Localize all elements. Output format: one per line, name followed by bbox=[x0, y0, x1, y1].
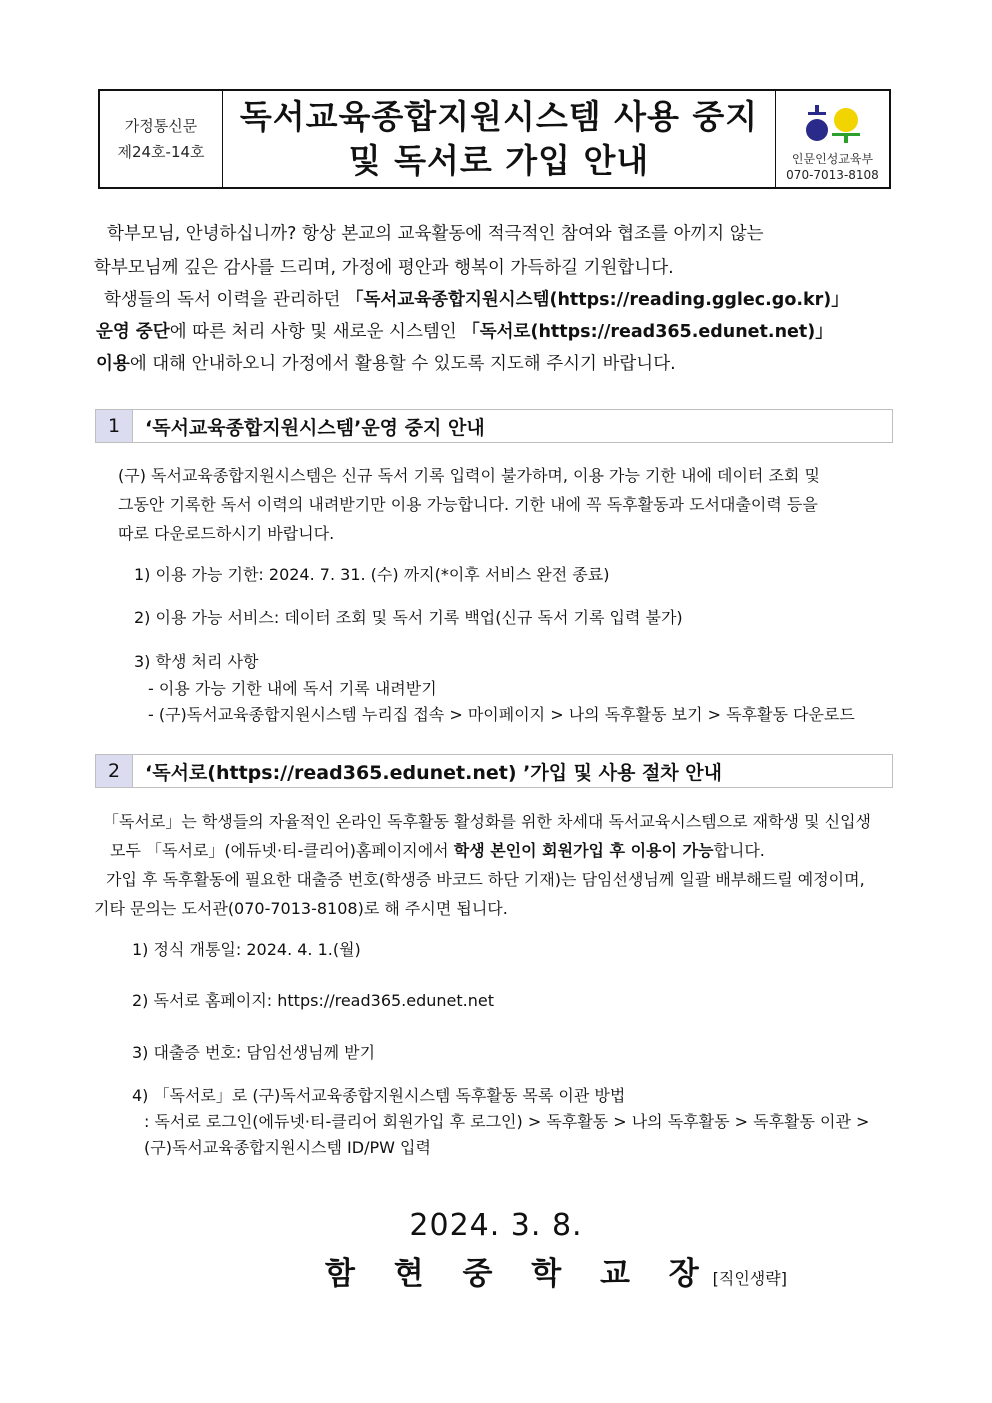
intro-line-1: 학부모님, 안녕하십니까? 항상 본교의 교육활동에 적극적인 참여와 협조를 아끼지 않는 bbox=[107, 224, 764, 244]
section-2-item-2: 2) 독서로 홈페이지: https://read365.edunet.net bbox=[132, 991, 495, 1010]
header-title-line1: 독서교육종합지원시스템 사용 중지 bbox=[239, 97, 759, 136]
section-2-desc-2 bbox=[110, 836, 765, 865]
section-2-desc-2-text: 모두 「독서로」(에듀넷·티-클리어)홈페이지에서 bbox=[110, 841, 454, 860]
usage-text: 이용 bbox=[96, 354, 130, 374]
section-1-item-3a: - 이용 가능 기한 내에 독서 기록 내려받기 bbox=[148, 679, 437, 698]
section-1-title: ‘독서교육종합지원시스템’운영 중지 안내 bbox=[145, 416, 485, 439]
section-1-desc-1: (구) 독서교육종합지원시스템은 신규 독서 기록 입력이 불가하며, 이용 가능 기한 내에 데이터 조회 및 bbox=[118, 466, 820, 485]
intro-line-5 bbox=[96, 347, 676, 381]
section-1-item-3b: - (구)독서교육종합지원시스템 누리집 접속 > 마이페이지 > 나의 독후활동 보기 > 독후활동 다운로드 bbox=[148, 705, 855, 724]
header-phone: 070-7013-8108 bbox=[786, 168, 879, 182]
section-2-desc-1: 「독서로」는 학생들의 자율적인 온라인 독후활동 활성화를 위한 차세대 독서교육시스템으로 재학생 및 신입생 bbox=[103, 812, 872, 831]
letter-header bbox=[98, 89, 891, 189]
header-dept-cell bbox=[775, 91, 889, 187]
intro-line-3 bbox=[104, 283, 849, 317]
intro-line-4-text: 에 따른 처리 사항 및 새로운 시스템인 bbox=[169, 322, 463, 342]
header-category: 가정통신문 bbox=[124, 117, 198, 135]
section-2-heading bbox=[95, 754, 893, 788]
section-1-desc-3: 따로 다운로드하시기 바랍니다. bbox=[118, 524, 335, 543]
new-system-name: 「독서로(https://read365.edunet.net)」 bbox=[462, 322, 833, 342]
old-system-name: 「독서교육종합지원시스템(https://reading.gglec.go.kr)」 bbox=[346, 290, 849, 310]
section-1-item-1: 1) 이용 가능 기한: 2024. 7. 31. (수) 까지(*이후 서비스 완전 종료) bbox=[134, 565, 610, 584]
intro-line-4 bbox=[96, 315, 833, 349]
intro-line-3-text: 학생들의 독서 이력을 관리하던 bbox=[104, 290, 347, 310]
header-dept: 인문인성교육부 bbox=[791, 152, 874, 166]
section-2-item-1: 1) 정식 개통일: 2024. 4. 1.(월) bbox=[132, 940, 361, 959]
operation-stop-text: 운영 중단 bbox=[96, 322, 170, 342]
school-logo-icon bbox=[804, 103, 862, 147]
section-1-number: 1 bbox=[96, 410, 133, 442]
section-2-item-4: 4) 「독서로」로 (구)독서교육종합지원시스템 독후활동 목록 이관 방법 bbox=[132, 1086, 626, 1105]
section-2-desc-2-end: 합니다. bbox=[713, 841, 765, 860]
issue-date: 2024. 3. 8. bbox=[409, 1208, 583, 1243]
section-2-title: ‘독서로(https://read365.edunet.net) ’가입 및 사용 절차 안내 bbox=[145, 761, 722, 784]
section-2-desc-4: 기타 문의는 도서관(070-7013-8108)로 해 주시면 됩니다. bbox=[94, 899, 508, 918]
principal-title: 함 현 중 학 교 장 bbox=[325, 1256, 713, 1292]
seal-omitted: [직인생략] bbox=[712, 1269, 787, 1288]
section-2-desc-3: 가입 후 독후활동에 필요한 대출증 번호(학생증 바코드 하단 기재)는 담임선생님께 일괄 배부해드릴 예정이며, bbox=[106, 870, 865, 889]
header-title bbox=[223, 91, 775, 187]
intro-line-2: 학부모님께 깊은 감사를 드리며, 가정에 평안과 행복이 가득하길 기원합니다. bbox=[94, 258, 674, 278]
signup-emphasis: 학생 본인이 회원가입 후 이용이 가능 bbox=[453, 841, 714, 860]
section-1-item-2: 2) 이용 가능 서비스: 데이터 조회 및 독서 기록 백업(신규 독서 기록 입력 불가) bbox=[134, 608, 683, 627]
header-title-line2: 및 독서로 가입 안내 bbox=[348, 141, 650, 180]
section-2-number: 2 bbox=[96, 755, 133, 787]
principal-signature bbox=[325, 1248, 787, 1293]
section-2-item-3: 3) 대출증 번호: 담임선생님께 받기 bbox=[132, 1043, 376, 1062]
section-1-item-3: 3) 학생 처리 사항 bbox=[134, 652, 259, 671]
header-category-cell bbox=[100, 91, 223, 187]
section-2-item-4b: (구)독서교육종합지원시스템 ID/PW 입력 bbox=[144, 1138, 431, 1157]
intro-line-5-text: 에 대해 안내하오니 가정에서 활용할 수 있도록 지도해 주시기 바랍니다. bbox=[129, 354, 676, 374]
section-1-heading bbox=[95, 409, 893, 443]
header-issue: 제24호-14호 bbox=[117, 143, 205, 161]
section-1-desc-2: 그동안 기록한 독서 이력의 내려받기만 이용 가능합니다. 기한 내에 꼭 독후활동과 도서대출이력 등을 bbox=[118, 495, 818, 514]
section-2-item-4a: : 독서로 로그인(에듀넷·티-클리어 회원가입 후 로그인) > 독후활동 > 나의 독후활동 > 독후활동 이관 > bbox=[144, 1112, 870, 1131]
